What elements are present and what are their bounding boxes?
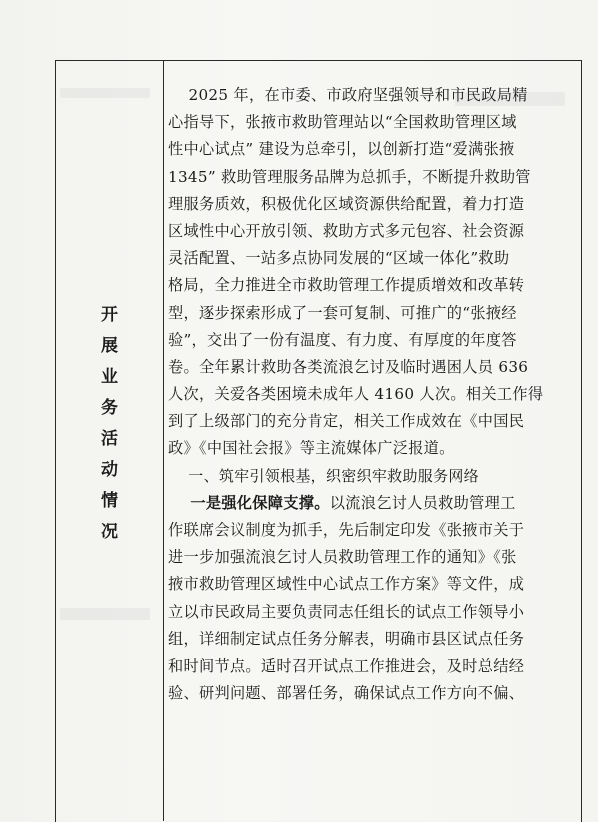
row-label: [56, 300, 163, 548]
body-line: 政》《中国社会报》等主流媒体广泛报道。: [168, 439, 455, 458]
label-char: 开: [101, 305, 118, 325]
label-char: 况: [101, 522, 118, 542]
body-line: 2025 年，在市委、市政府坚强领导和市民政局精: [168, 86, 528, 104]
body-line: 组，详细制定试点任务分解表，明确市县区试点任务: [168, 629, 525, 648]
body-line: 人次，关爱各类困境未成年人 4160 人次。相关工作得: [168, 385, 544, 404]
body-line: 到了上级部门的充分肯定，相关工作成效在《中国民: [168, 412, 525, 431]
body-line: 掖市救助管理区域性中心试点工作方案》等文件，成: [168, 575, 525, 594]
label-char: 情: [101, 491, 118, 511]
body-line: 理服务质效，积极优化区域资源供给配置，着力打造: [168, 194, 525, 213]
body-line: 型，逐步探索形成了一套可复制、可推广的“张掖经: [168, 303, 517, 322]
body-line: 灵活配置、一站多点协同发展的“区域一体化”救助: [168, 249, 510, 268]
body-line: 性中心试点” 建设为总牵引，以创新打造“爱满张掖: [168, 140, 515, 159]
content-cell: [168, 82, 576, 707]
body-line: 作联席会议制度为抓手，先后制定印发《张掖市关于: [168, 521, 525, 539]
label-char: 业: [101, 367, 118, 387]
body-line: 立以市民政局主要负责同志任组长的试点工作领导小: [168, 602, 525, 621]
label-char: 动: [101, 460, 118, 480]
body-line: 进一步加强流浪乞讨人员救助管理工作的通知》《张: [168, 548, 517, 567]
body-line: 验”，交出了一份有温度、有力度、有厚度的年度答: [168, 330, 517, 349]
body-line: 区域性中心开放引领、救助方式多元包容、社会资源: [168, 221, 525, 240]
body-line: 卷。全年累计救助各类流浪乞讨及临时遇困人员 636: [168, 357, 529, 376]
body-line: 验、研判问题、部署任务，确保试点工作方向不偏、: [168, 684, 525, 703]
section-heading: 一、筑牢引领根基，织密织牢救助服务网络: [168, 466, 479, 485]
label-char: 务: [101, 398, 118, 418]
body-line: 格局，全力推进全市救助管理工作提质增效和改革转: [168, 276, 525, 295]
para-lead: 一是强化保障支撑。: [168, 493, 330, 512]
column-divider: [163, 60, 164, 821]
body-line: 和时间节点。适时召开试点工作推进会，及时总结经: [168, 656, 525, 675]
body-line: [168, 490, 576, 517]
label-char: 展: [101, 336, 118, 356]
label-char: 活: [101, 429, 118, 449]
body-line: 心指导下，张掖市救助管理站以“全国救助管理区域: [168, 113, 517, 132]
para-text: 以流浪乞讨人员救助管理工: [329, 493, 516, 512]
body-line: 1345” 救助管理服务品牌为总抓手，不断提升救助管: [168, 167, 531, 186]
